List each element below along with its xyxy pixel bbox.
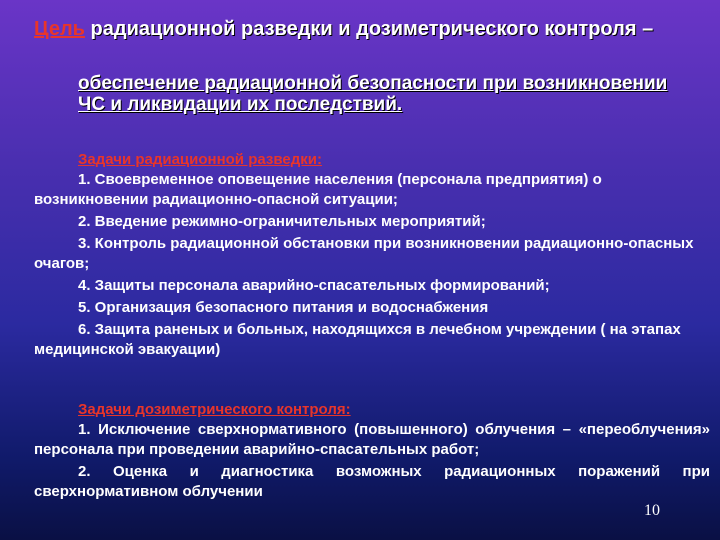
page-number: 10	[644, 502, 660, 519]
dosimetry-item: 1. Исключение сверхнормативного (повышенного) облучения – «переоблучения» персонала при проведении аварийно-спасательных работ;	[34, 421, 710, 458]
recon-heading: Задачи радиационной разведки:	[78, 151, 322, 168]
dosimetry-tasks	[34, 400, 710, 504]
recon-item: 2. Введение режимно-ограничительных мероприятий;	[78, 213, 486, 230]
recon-item: 1. Своевременное оповещение населения (персонала предприятия) о возникновении радиационно-опасной ситуации;	[34, 171, 602, 208]
recon-item: 4. Защиты персонала аварийно-спасательных формирований;	[78, 277, 550, 294]
recon-item: 5. Организация безопасного питания и водоснабжения	[78, 299, 489, 316]
slide-title	[34, 18, 694, 40]
title-accent: Цель	[34, 18, 85, 40]
dosimetry-heading: Задачи дозиметрического контроля:	[78, 401, 351, 418]
goal-statement: обеспечение радиационной безопасности при возникновении ЧС и ликвидации их последствий.	[78, 73, 668, 115]
recon-item: 3. Контроль радиационной обстановки при возникновении радиационно-опасных очагов;	[34, 235, 694, 272]
dosimetry-item: 2. Оценка и диагностика возможных радиационных поражений при сверхнормативном облучении	[34, 463, 710, 500]
recon-item: 6. Защита раненых и больных, находящихся в лечебном учреждении ( на этапах медицинской эвакуации)	[34, 321, 681, 358]
recon-tasks	[34, 150, 710, 362]
title-text: радиационной разведки и дозиметрического контроля –	[84, 18, 654, 40]
